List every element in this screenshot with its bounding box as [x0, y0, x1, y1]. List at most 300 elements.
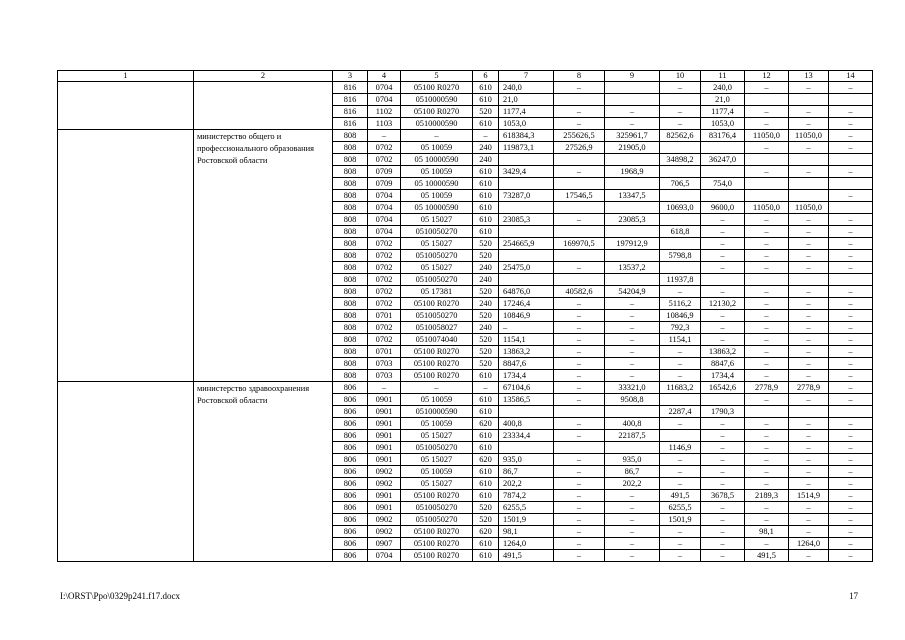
table-cell: –: [789, 82, 829, 94]
table-cell: –: [701, 250, 745, 262]
table-cell: 0510000590: [401, 118, 473, 130]
table-row: [58, 382, 873, 394]
table-cell: –: [789, 430, 829, 442]
table-cell: [605, 202, 660, 214]
table-cell: 1102: [368, 106, 401, 118]
table-cell: 808: [333, 250, 368, 262]
table-cell: –: [745, 358, 789, 370]
table-cell: [745, 178, 789, 190]
table-cell: 21905,0: [605, 142, 660, 154]
table-cell: 16542,6: [701, 382, 745, 394]
table-cell: 808: [333, 358, 368, 370]
table-cell: –: [745, 514, 789, 526]
table-cell: 05100 R0270: [401, 358, 473, 370]
table-cell: –: [745, 118, 789, 130]
table-cell: –: [789, 238, 829, 250]
table-cell: 2287,4: [660, 406, 701, 418]
table-cell: –: [829, 130, 873, 142]
table-cell: [829, 154, 873, 166]
column-number-5: 5: [401, 71, 473, 82]
table-cell: –: [789, 346, 829, 358]
table-cell: 792,3: [660, 322, 701, 334]
table-cell: –: [605, 106, 660, 118]
table-cell: 1264,0: [789, 538, 829, 550]
table-cell: 0701: [368, 310, 401, 322]
table-cell: –: [745, 310, 789, 322]
table-cell: 808: [333, 370, 368, 382]
table-cell: 806: [333, 406, 368, 418]
table-cell: 11937,8: [660, 274, 701, 286]
table-cell: 816: [333, 106, 368, 118]
table-cell: 0702: [368, 154, 401, 166]
table-cell: 05100 R0270: [401, 298, 473, 310]
table-cell: 05 10059: [401, 166, 473, 178]
table-cell: 400,8: [605, 418, 660, 430]
table-cell: 520: [473, 358, 499, 370]
table-cell: 808: [333, 166, 368, 178]
table-cell: –: [745, 262, 789, 274]
column-number-10: 10: [660, 71, 701, 82]
table-cell: [554, 442, 605, 454]
table-cell: –: [789, 118, 829, 130]
table-cell: 11683,2: [660, 382, 701, 394]
table-cell: [745, 190, 789, 202]
table-cell: 610: [473, 178, 499, 190]
table-cell: 05 15027: [401, 454, 473, 466]
table-cell: –: [789, 142, 829, 154]
table-cell: –: [660, 550, 701, 562]
table-cell: –: [789, 166, 829, 178]
table-cell: 0510050270: [401, 502, 473, 514]
table-cell: –: [745, 226, 789, 238]
table-cell: 83176,4: [701, 130, 745, 142]
column-number-6: 6: [473, 71, 499, 82]
table-cell: 754,0: [701, 178, 745, 190]
table-cell: 520: [473, 250, 499, 262]
table-cell: 325961,7: [605, 130, 660, 142]
table-cell: 10693,0: [660, 202, 701, 214]
table-cell: 0702: [368, 322, 401, 334]
column-number-2: 2: [194, 71, 333, 82]
table-cell: 520: [473, 286, 499, 298]
table-cell: –: [554, 466, 605, 478]
table-cell: 610: [473, 430, 499, 442]
table-cell: 169970,5: [554, 238, 605, 250]
table-cell: –: [605, 334, 660, 346]
table-cell: 0510050270: [401, 310, 473, 322]
table-cell: 806: [333, 382, 368, 394]
table-cell: –: [660, 478, 701, 490]
table-cell: 13863,2: [701, 346, 745, 358]
table-cell: 86,7: [605, 466, 660, 478]
table-cell: [605, 82, 660, 94]
table-cell: 1514,9: [789, 490, 829, 502]
table-cell: 610: [473, 214, 499, 226]
table-cell: –: [789, 478, 829, 490]
table-cell: 808: [333, 130, 368, 142]
table-cell: 86,7: [499, 466, 554, 478]
table-cell: –: [745, 454, 789, 466]
table-cell: –: [554, 346, 605, 358]
table-cell: 1053,0: [499, 118, 554, 130]
table-cell: 1734,4: [499, 370, 554, 382]
table-cell: –: [745, 478, 789, 490]
table-cell: 806: [333, 454, 368, 466]
table-cell: –: [554, 418, 605, 430]
table-cell: 0704: [368, 550, 401, 562]
table-cell: 0704: [368, 82, 401, 94]
table-cell: –: [473, 130, 499, 142]
table-cell: 240: [473, 298, 499, 310]
table-cell: 202,2: [499, 478, 554, 490]
table-cell: [745, 274, 789, 286]
table-cell: 05 10000590: [401, 154, 473, 166]
table-cell: 13586,5: [499, 394, 554, 406]
table-cell: 610: [473, 406, 499, 418]
table-cell: –: [701, 550, 745, 562]
table-cell: 808: [333, 154, 368, 166]
table-cell: 05 10000590: [401, 202, 473, 214]
table-cell: 1264,0: [499, 538, 554, 550]
table-cell: 0702: [368, 286, 401, 298]
table-cell: [829, 178, 873, 190]
table-cell: 816: [333, 118, 368, 130]
table-cell: –: [789, 358, 829, 370]
table-cell: 0703: [368, 358, 401, 370]
table-cell: –: [605, 370, 660, 382]
table-cell: –: [554, 430, 605, 442]
table-cell: 808: [333, 202, 368, 214]
table-cell: 808: [333, 322, 368, 334]
table-cell: –: [701, 226, 745, 238]
table-cell: 808: [333, 226, 368, 238]
table-cell: 610: [473, 202, 499, 214]
table-cell: [789, 190, 829, 202]
table-cell: –: [554, 310, 605, 322]
table-cell: [554, 250, 605, 262]
table-cell: 0901: [368, 406, 401, 418]
table-cell: [499, 202, 554, 214]
row-number-cell: [58, 382, 194, 562]
table-cell: [701, 166, 745, 178]
table-cell: [554, 154, 605, 166]
table-cell: [701, 274, 745, 286]
table-cell: [829, 94, 873, 106]
table-cell: 10846,9: [660, 310, 701, 322]
table-cell: 520: [473, 514, 499, 526]
table-cell: [660, 262, 701, 274]
table-cell: [745, 406, 789, 418]
table-cell: [789, 154, 829, 166]
table-cell: 706,5: [660, 178, 701, 190]
table-cell: 05100 R0270: [401, 370, 473, 382]
table-cell: 1146,9: [660, 442, 701, 454]
table-cell: 0901: [368, 442, 401, 454]
table-cell: 816: [333, 94, 368, 106]
table-cell: 0709: [368, 166, 401, 178]
table-cell: –: [789, 526, 829, 538]
table-cell: 13347,5: [605, 190, 660, 202]
table-cell: 1177,4: [701, 106, 745, 118]
table-cell: 05100 R0270: [401, 106, 473, 118]
table-cell: 806: [333, 418, 368, 430]
table-cell: [660, 94, 701, 106]
table-cell: 21,0: [499, 94, 554, 106]
table-cell: 05100 R0270: [401, 82, 473, 94]
table-cell: 935,0: [605, 454, 660, 466]
table-cell: [789, 274, 829, 286]
table-cell: 808: [333, 190, 368, 202]
table-cell: 05 10059: [401, 142, 473, 154]
table-cell: –: [745, 166, 789, 178]
table-cell: –: [789, 418, 829, 430]
table-cell: [499, 178, 554, 190]
table-cell: –: [789, 226, 829, 238]
column-number-1: 1: [58, 71, 194, 82]
table-cell: –: [829, 82, 873, 94]
table-cell: 0709: [368, 178, 401, 190]
table-cell: [660, 214, 701, 226]
table-cell: –: [789, 442, 829, 454]
table-cell: 806: [333, 550, 368, 562]
table-cell: –: [789, 310, 829, 322]
table-cell: [745, 154, 789, 166]
table-cell: 520: [473, 238, 499, 250]
table-cell: 610: [473, 490, 499, 502]
table-cell: 610: [473, 166, 499, 178]
table-cell: –: [829, 478, 873, 490]
table-cell: –: [829, 262, 873, 274]
table-cell: –: [745, 214, 789, 226]
table-cell: [829, 202, 873, 214]
table-cell: [605, 154, 660, 166]
table-cell: –: [554, 82, 605, 94]
table-cell: –: [554, 538, 605, 550]
table-cell: 1968,9: [605, 166, 660, 178]
table-cell: –: [660, 370, 701, 382]
table-cell: 808: [333, 286, 368, 298]
table-cell: 82562,6: [660, 130, 701, 142]
table-cell: 0510050270: [401, 226, 473, 238]
table-cell: 05 15027: [401, 430, 473, 442]
table-cell: 0510058027: [401, 322, 473, 334]
table-cell: –: [701, 538, 745, 550]
table-cell: 11050,0: [745, 130, 789, 142]
table-cell: 11050,0: [789, 202, 829, 214]
table-cell: [605, 274, 660, 286]
table-cell: –: [554, 166, 605, 178]
table-cell: 0902: [368, 526, 401, 538]
table-cell: 240: [473, 262, 499, 274]
table-cell: [660, 238, 701, 250]
table-cell: 73287,0: [499, 190, 554, 202]
table-cell: 64876,0: [499, 286, 554, 298]
table-cell: 23085,3: [499, 214, 554, 226]
table-cell: 1177,4: [499, 106, 554, 118]
table-cell: 808: [333, 238, 368, 250]
table-cell: 610: [473, 442, 499, 454]
table-cell: –: [829, 118, 873, 130]
table-cell: 0704: [368, 214, 401, 226]
table-cell: –: [701, 502, 745, 514]
table-cell: –: [829, 442, 873, 454]
table-cell: –: [829, 550, 873, 562]
table-cell: 0704: [368, 226, 401, 238]
table-cell: –: [554, 106, 605, 118]
table-cell: 17246,4: [499, 298, 554, 310]
table-cell: –: [554, 490, 605, 502]
table-cell: 3678,5: [701, 490, 745, 502]
table-cell: –: [789, 334, 829, 346]
table-cell: –: [701, 514, 745, 526]
table-cell: 806: [333, 466, 368, 478]
table-cell: –: [701, 310, 745, 322]
table-cell: 808: [333, 262, 368, 274]
table-cell: 0901: [368, 490, 401, 502]
table-cell: –: [554, 526, 605, 538]
table-cell: –: [745, 250, 789, 262]
table-cell: –: [829, 370, 873, 382]
table-cell: 0907: [368, 538, 401, 550]
table-cell: –: [401, 382, 473, 394]
table-cell: 05100 R0270: [401, 538, 473, 550]
table-cell: [554, 406, 605, 418]
table-cell: –: [829, 298, 873, 310]
table-cell: 23334,4: [499, 430, 554, 442]
table-cell: 3429,4: [499, 166, 554, 178]
table-cell: 6255,5: [660, 502, 701, 514]
table-cell: –: [745, 322, 789, 334]
table-cell: 610: [473, 118, 499, 130]
table-cell: 400,8: [499, 418, 554, 430]
table-cell: 808: [333, 310, 368, 322]
table-cell: –: [829, 286, 873, 298]
table-cell: –: [745, 238, 789, 250]
table-cell: –: [829, 310, 873, 322]
table-cell: 34898,2: [660, 154, 701, 166]
table-cell: –: [789, 106, 829, 118]
table-cell: 806: [333, 478, 368, 490]
table-cell: –: [829, 238, 873, 250]
table-cell: –: [745, 538, 789, 550]
table-cell: 5798,8: [660, 250, 701, 262]
table-cell: [701, 142, 745, 154]
table-cell: [789, 406, 829, 418]
table-cell: 240: [473, 274, 499, 286]
table-cell: –: [701, 478, 745, 490]
row-number-cell: [58, 130, 194, 382]
table-cell: 40582,6: [554, 286, 605, 298]
table-cell: [499, 154, 554, 166]
table-cell: [605, 226, 660, 238]
table-cell: 610: [473, 370, 499, 382]
table-cell: [789, 94, 829, 106]
column-number-7: 7: [499, 71, 554, 82]
organization-name: [194, 82, 333, 130]
table-cell: –: [605, 538, 660, 550]
table-cell: 36247,0: [701, 154, 745, 166]
table-cell: –: [789, 502, 829, 514]
table-cell: –: [605, 358, 660, 370]
table-cell: –: [745, 430, 789, 442]
table-cell: 05 15027: [401, 238, 473, 250]
table-cell: 05100 R0270: [401, 490, 473, 502]
table-cell: –: [829, 502, 873, 514]
table-cell: –: [660, 286, 701, 298]
table-cell: –: [701, 286, 745, 298]
table-cell: 05100 R0270: [401, 550, 473, 562]
table-cell: 05 10000590: [401, 178, 473, 190]
table-cell: 0702: [368, 238, 401, 250]
page-number: 17: [849, 591, 858, 601]
table-cell: –: [554, 382, 605, 394]
table-cell: 05100 R0270: [401, 526, 473, 538]
table-cell: 0901: [368, 394, 401, 406]
table-cell: [554, 226, 605, 238]
table-cell: –: [660, 466, 701, 478]
table-cell: 1501,9: [660, 514, 701, 526]
table-cell: 0702: [368, 250, 401, 262]
table-cell: –: [829, 454, 873, 466]
table-cell: 22187,5: [605, 430, 660, 442]
table-cell: 5116,2: [660, 298, 701, 310]
table-cell: –: [660, 358, 701, 370]
table-cell: –: [829, 346, 873, 358]
table-cell: 13863,2: [499, 346, 554, 358]
table-cell: 610: [473, 226, 499, 238]
table-cell: –: [745, 466, 789, 478]
table-cell: [660, 142, 701, 154]
table-cell: –: [660, 526, 701, 538]
table-cell: [660, 430, 701, 442]
table-cell: –: [605, 514, 660, 526]
table-cell: –: [660, 118, 701, 130]
table-cell: –: [829, 514, 873, 526]
table-cell: 618384,3: [499, 130, 554, 142]
table-cell: 610: [473, 394, 499, 406]
table-cell: –: [829, 226, 873, 238]
table-cell: [605, 406, 660, 418]
table-cell: –: [554, 214, 605, 226]
table-cell: [554, 94, 605, 106]
table-cell: [701, 190, 745, 202]
table-cell: 0510050270: [401, 442, 473, 454]
table-cell: 98,1: [745, 526, 789, 538]
table-cell: 1734,4: [701, 370, 745, 382]
table-cell: –: [605, 526, 660, 538]
column-number-14: 14: [829, 71, 873, 82]
table-cell: 13537,2: [605, 262, 660, 274]
column-number-12: 12: [745, 71, 789, 82]
table-cell: [554, 202, 605, 214]
table-cell: –: [789, 250, 829, 262]
table-cell: 806: [333, 430, 368, 442]
table-cell: 935,0: [499, 454, 554, 466]
table-cell: 520: [473, 502, 499, 514]
table-cell: 202,2: [605, 478, 660, 490]
table-cell: [660, 394, 701, 406]
table-cell: –: [368, 130, 401, 142]
table-cell: 620: [473, 526, 499, 538]
table-cell: 806: [333, 490, 368, 502]
table-cell: 0510000590: [401, 406, 473, 418]
table-cell: –: [829, 394, 873, 406]
table-cell: 05 10059: [401, 190, 473, 202]
table-cell: 2778,9: [745, 382, 789, 394]
table-cell: 05 15027: [401, 478, 473, 490]
table-cell: 25475,0: [499, 262, 554, 274]
table-cell: –: [554, 262, 605, 274]
